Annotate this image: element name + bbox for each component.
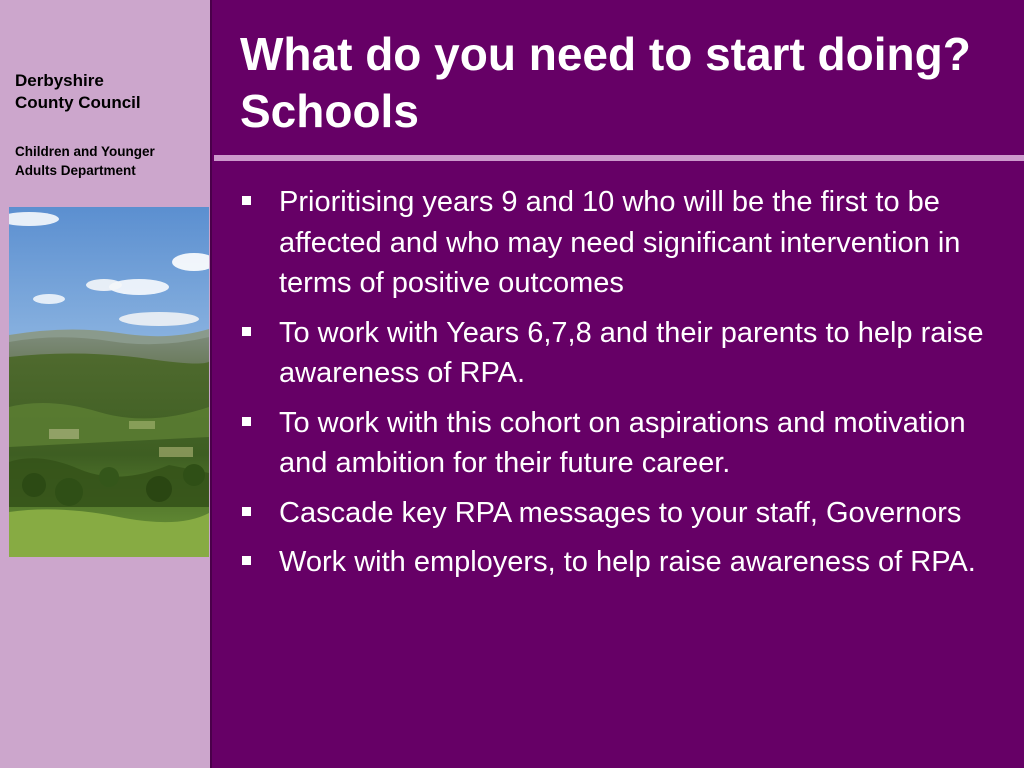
bullet-item bbox=[240, 403, 1000, 484]
bullet-item bbox=[240, 182, 1000, 304]
bullet-text: To work with Years 6,7,8 and their parents to help raise awareness of RPA. bbox=[279, 316, 984, 389]
bullet-text: Cascade key RPA messages to your staff, Governors bbox=[279, 496, 962, 529]
bullet-list bbox=[240, 182, 1000, 592]
bullet-item bbox=[240, 493, 1000, 534]
title-divider bbox=[214, 155, 1024, 161]
bullet-item bbox=[240, 542, 1000, 583]
bullet-text: Work with employers, to help raise awareness of RPA. bbox=[279, 546, 976, 578]
square-bullet-icon bbox=[242, 507, 251, 516]
organisation-name: Derbyshire County Council bbox=[15, 71, 141, 112]
square-bullet-icon bbox=[242, 556, 251, 565]
landscape-photo bbox=[9, 207, 209, 557]
department-name: Children and Younger Adults Department bbox=[15, 144, 155, 178]
square-bullet-icon bbox=[242, 196, 251, 205]
bullet-text: To work with this cohort on aspirations and motivation and ambition for their future career. bbox=[279, 406, 966, 479]
slide-title: What do you need to start doing? Schools bbox=[240, 28, 971, 137]
sidebar bbox=[0, 0, 212, 768]
bullet-text: Prioritising years 9 and 10 who will be the first to be affected and who may need significant intervention in terms of positive outcomes bbox=[279, 186, 961, 299]
square-bullet-icon bbox=[242, 327, 251, 336]
bullet-item bbox=[240, 313, 1000, 394]
square-bullet-icon bbox=[242, 417, 251, 426]
